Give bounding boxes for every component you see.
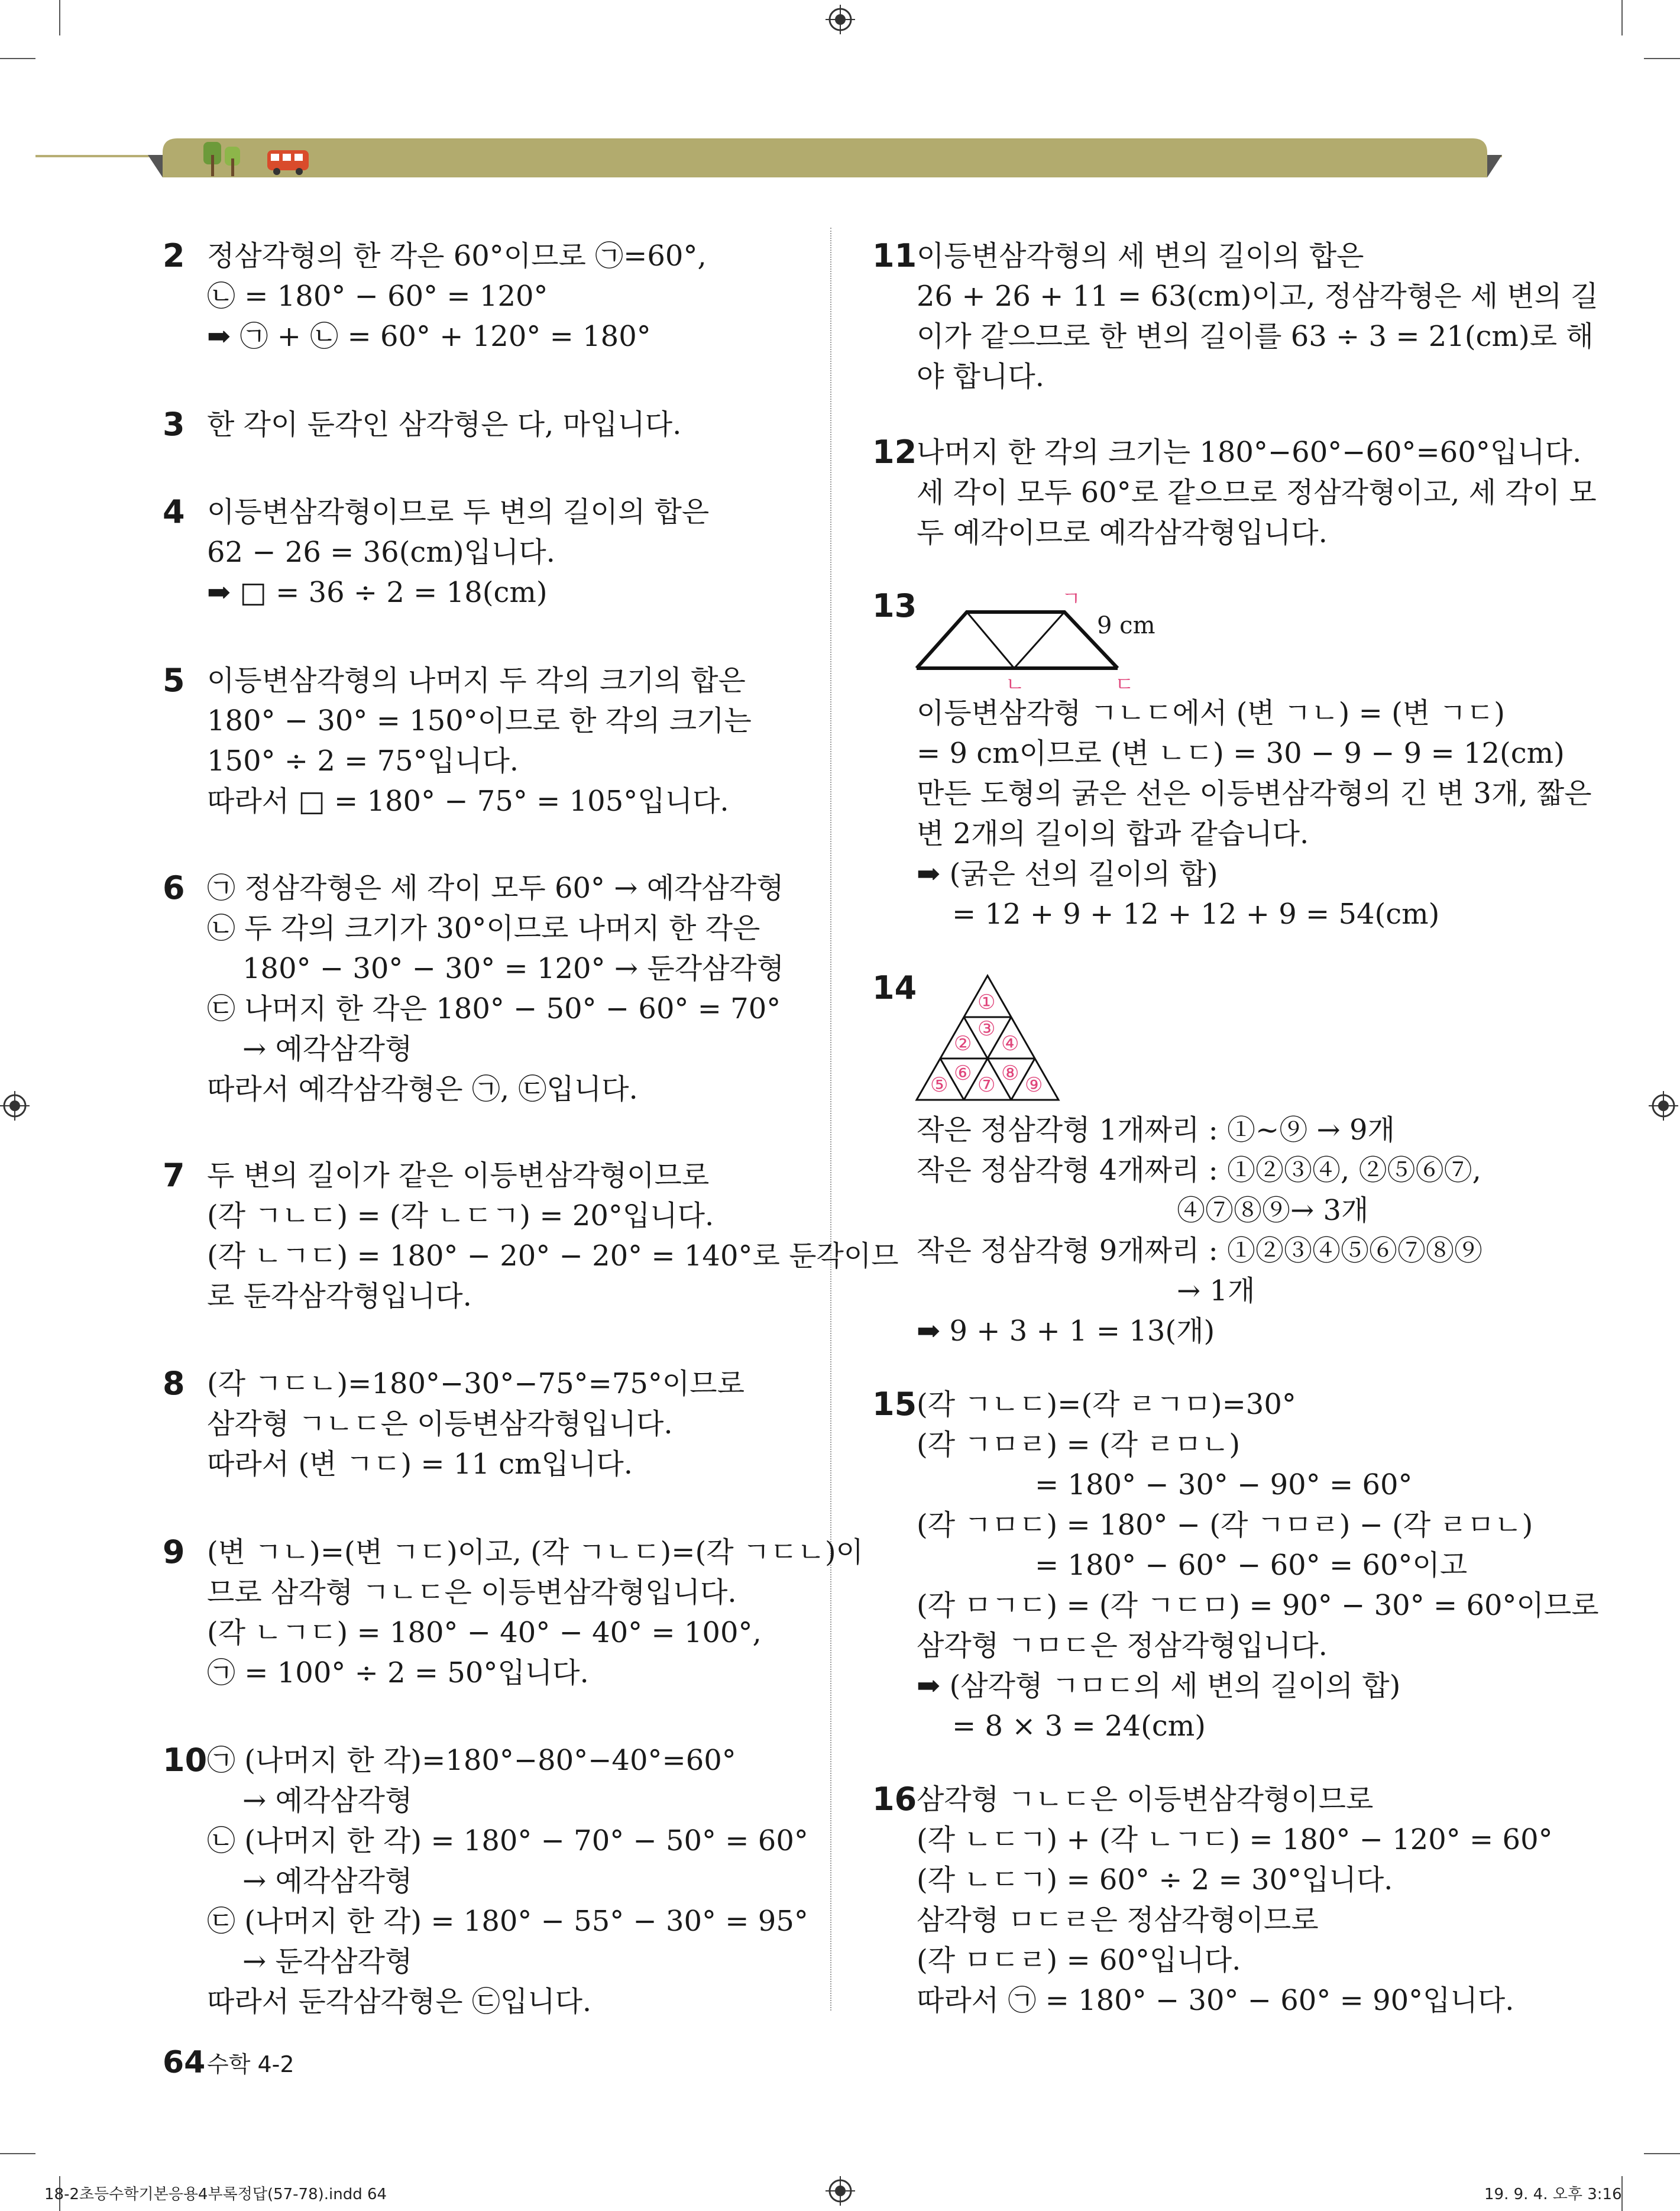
problem-line: (각 ㅁㄱㄷ) = (각 ㄱㄷㅁ) = 90° − 30° = 60°이므로	[917, 1589, 1599, 1622]
problem-line: ㉡ 두 각의 크기가 30°이므로 나머지 한 각은	[207, 912, 760, 945]
problem-line: 작은 정삼각형 4개짜리 : ①②③④, ②⑤⑥⑦,	[917, 1154, 1481, 1187]
problem-line: (각 ㄴㄷㄱ) = 60° ÷ 2 = 30°입니다.	[917, 1863, 1393, 1896]
figure13-label-length: 9 cm	[1097, 612, 1155, 639]
problem-line: ㉡ = 180° − 60° = 120°	[207, 280, 548, 313]
crop-mark	[0, 58, 35, 59]
problem-line: 작은 정삼각형 9개짜리 : ①②③④⑤⑥⑦⑧⑨	[917, 1234, 1483, 1267]
crop-mark	[1644, 2153, 1680, 2154]
problem-line: 이등변삼각형 ㄱㄴㄷ에서 (변 ㄱㄴ) = (변 ㄱㄷ)	[917, 697, 1505, 730]
problem-line: → 1개	[1177, 1274, 1255, 1307]
problem-line: 이등변삼각형의 세 변의 길이의 합은	[917, 239, 1364, 273]
problem-line: 삼각형 ㄱㅁㄷ은 정삼각형입니다.	[917, 1629, 1328, 1662]
crop-mark	[1621, 0, 1623, 35]
problem-line: ㉠ = 100° ÷ 2 = 50°입니다.	[207, 1656, 589, 1689]
problem-line: 따라서 ㉠ = 180° − 30° − 60° = 90°입니다.	[917, 1984, 1514, 2017]
column-divider	[830, 228, 831, 2011]
problem-line: ㉢ (나머지 한 각) = 180° − 55° − 30° = 95°	[207, 1905, 808, 1938]
book-title: 수학 4-2	[207, 2051, 294, 2077]
problem-line: (각 ㄴㄱㄷ) = 180° − 40° − 40° = 100°,	[207, 1616, 762, 1649]
problem-number: 15	[872, 1385, 917, 1423]
problem-line: 따라서 □ = 180° − 75° = 105°입니다.	[207, 785, 729, 818]
problem-line: = 180° − 60° − 60° = 60°이고	[1035, 1549, 1468, 1582]
figure14-cell: ⑧	[1001, 1061, 1019, 1085]
problem-line: ➡ □ = 36 ÷ 2 = 18(cm)	[207, 576, 548, 609]
problem-line: ④⑦⑧⑨→ 3개	[1177, 1194, 1369, 1227]
figure14-cell: ⑥	[954, 1061, 972, 1085]
problem-number: 3	[163, 406, 185, 443]
problem-line: ➡ (굵은 선의 길이의 합)	[917, 857, 1218, 891]
crop-mark	[0, 2153, 35, 2154]
figure14-cell: ⑨	[1025, 1073, 1043, 1097]
problem-line: 이가 같으므로 한 변의 길이를 63 ÷ 3 = 21(cm)로 해	[917, 320, 1594, 353]
figure14-cell: ③	[977, 1017, 996, 1041]
problem-line: 야 합니다.	[917, 360, 1044, 393]
problem-line: = 12 + 9 + 12 + 12 + 9 = 54(cm)	[952, 898, 1440, 931]
page-number: 64	[163, 2045, 206, 2080]
problem-number: 7	[163, 1157, 185, 1194]
problem-number: 13	[872, 587, 917, 624]
problem-line: (각 ㄴㄷㄱ) + (각 ㄴㄱㄷ) = 180° − 120° = 60°	[917, 1823, 1553, 1856]
problem-line: 한 각이 둔각인 삼각형은 다, 마입니다.	[207, 408, 682, 441]
problem-line: (각 ㄱㄴㄷ) = (각 ㄴㄷㄱ) = 20°입니다.	[207, 1199, 714, 1232]
problem-line: (각 ㄱㅁㄹ) = (각 ㄹㅁㄴ)	[917, 1428, 1241, 1461]
problem-line: 이등변삼각형의 나머지 두 각의 크기의 합은	[207, 664, 746, 697]
problem-line: ➡ 9 + 3 + 1 = 13(개)	[917, 1315, 1215, 1348]
problem-line: 따라서 예각삼각형은 ㉠, ㉢입니다.	[207, 1073, 638, 1106]
problem-number: 4	[163, 493, 185, 530]
registration-mark-top	[826, 5, 855, 34]
problem-line: 므로 삼각형 ㄱㄴㄷ은 이등변삼각형입니다.	[207, 1576, 737, 1609]
problem-line: → 둔각삼각형	[242, 1945, 413, 1978]
problem-line: (각 ㅁㄷㄹ) = 60°입니다.	[917, 1944, 1241, 1977]
problem-line: ➡ (삼각형 ㄱㅁㄷ의 세 변의 길이의 합)	[917, 1669, 1401, 1702]
problem-line: 150° ÷ 2 = 75°입니다.	[207, 744, 519, 778]
problem-line: (각 ㄱㄷㄴ)=180°−30°−75°=75°이므로	[207, 1367, 745, 1400]
registration-mark-bottom	[826, 2176, 855, 2206]
problem-number: 14	[872, 969, 917, 1006]
problem-line: 두 예각이므로 예각삼각형입니다.	[917, 516, 1328, 549]
figure14-cell: ⑦	[977, 1073, 996, 1097]
registration-mark-right	[1649, 1091, 1678, 1121]
problem-line: 따라서 (변 ㄱㄷ) = 11 cm입니다.	[207, 1448, 633, 1481]
problem-line: 정삼각형의 한 각은 60°이므로 ㉠=60°,	[207, 239, 707, 273]
problem-line: = 8 × 3 = 24(cm)	[952, 1710, 1206, 1743]
problem-line: ㉠ 정삼각형은 세 각이 모두 60° → 예각삼각형	[207, 872, 784, 905]
file-name: 18-2초등수학기본응용4부록정답(57-78).indd 64	[44, 2186, 387, 2203]
problem-number: 6	[163, 869, 185, 907]
problem-number: 2	[163, 237, 185, 274]
problem-number: 5	[163, 662, 185, 699]
problem-line: 따라서 둔각삼각형은 ㉢입니다.	[207, 1985, 592, 2018]
figure14-cell: ④	[1001, 1032, 1019, 1056]
problem-number: 10	[163, 1741, 208, 1779]
tree-icon	[195, 131, 254, 179]
problem-line: 삼각형 ㄱㄴㄷ은 이등변삼각형이므로	[917, 1783, 1374, 1816]
problem-number: 12	[872, 433, 917, 471]
problem-line: ➡ ㉠ + ㉡ = 60° + 120° = 180°	[207, 320, 651, 353]
problem-line: = 180° − 30° − 90° = 60°	[1035, 1468, 1413, 1501]
problem-line: ㉡ (나머지 한 각) = 180° − 70° − 50° = 60°	[207, 1824, 808, 1857]
problem-line: 26 + 26 + 11 = 63(cm)이고, 정삼각형은 세 변의 길	[917, 280, 1598, 313]
crop-mark	[59, 0, 60, 35]
figure13-label-top: ㄱ	[1061, 587, 1081, 611]
problem-line: ㉠ (나머지 한 각)=180°−80°−40°=60°	[207, 1744, 736, 1777]
problem-number: 16	[872, 1781, 917, 1818]
problem-line: → 예각삼각형	[242, 1032, 413, 1066]
problem-line: ㉢ 나머지 한 각은 180° − 50° − 60° = 70°	[207, 992, 781, 1025]
problem-line: 180° − 30° − 30° = 120° → 둔각삼각형	[242, 952, 785, 985]
problem-number: 11	[872, 237, 917, 274]
problem-line: 삼각형 ㅁㄷㄹ은 정삼각형이므로	[917, 1904, 1319, 1937]
problem-line: = 9 cm이므로 (변 ㄴㄷ) = 30 − 9 − 9 = 12(cm)	[917, 737, 1565, 770]
problem-line: 작은 정삼각형 1개짜리 : ①~⑨ → 9개	[917, 1113, 1395, 1147]
figure13-label-left: ㄴ	[1005, 673, 1025, 697]
problem-line: (각 ㄱㅁㄷ) = 180° − (각 ㄱㅁㄹ) − (각 ㄹㅁㄴ)	[917, 1508, 1533, 1542]
problem-line: (변 ㄱㄴ)=(변 ㄱㄷ)이고, (각 ㄱㄴㄷ)=(각 ㄱㄷㄴ)이	[207, 1536, 864, 1569]
problem-number: 9	[163, 1533, 185, 1571]
problem-line: 이등변삼각형이므로 두 변의 길이의 합은	[207, 496, 710, 529]
problem-number: 8	[163, 1365, 185, 1402]
problem-line: (각 ㄴㄱㄷ) = 180° − 20° − 20° = 140°로 둔각이므	[207, 1239, 899, 1273]
problem-line: 180° − 30° = 150°이므로 한 각의 크기는	[207, 704, 752, 737]
figure14-cell: ①	[977, 990, 996, 1014]
problem-line: 삼각형 ㄱㄴㄷ은 이등변삼각형입니다.	[207, 1407, 673, 1440]
problem-line: (각 ㄱㄴㄷ)=(각 ㄹㄱㅁ)=30°	[917, 1388, 1296, 1421]
problem-line: 만든 도형의 굵은 선은 이등변삼각형의 긴 변 3개, 짧은	[917, 777, 1592, 810]
problem-line: 세 각이 모두 60°로 같으므로 정삼각형이고, 세 각이 모	[917, 476, 1597, 509]
problem-line: → 예각삼각형	[242, 1864, 413, 1898]
problem-line: 변 2개의 길이의 합과 같습니다.	[917, 817, 1309, 850]
bus-icon	[266, 148, 310, 177]
figure14-cell: ⑤	[930, 1073, 949, 1097]
problem-line: 62 − 26 = 36(cm)입니다.	[207, 536, 555, 569]
figure14-cell: ②	[954, 1032, 972, 1056]
registration-mark-left	[0, 1091, 30, 1121]
print-timestamp: 19. 9. 4. 오후 3:16	[1484, 2186, 1622, 2203]
problem-line: 두 변의 길이가 같은 이등변삼각형이므로	[207, 1159, 710, 1192]
problem-line: 로 둔각삼각형입니다.	[207, 1280, 472, 1313]
problem-line: → 예각삼각형	[242, 1784, 413, 1817]
figure13-label-right: ㄷ	[1115, 673, 1134, 697]
crop-mark	[1644, 58, 1680, 59]
problem-line: 나머지 한 각의 크기는 180°−60°−60°=60°입니다.	[917, 436, 1582, 469]
